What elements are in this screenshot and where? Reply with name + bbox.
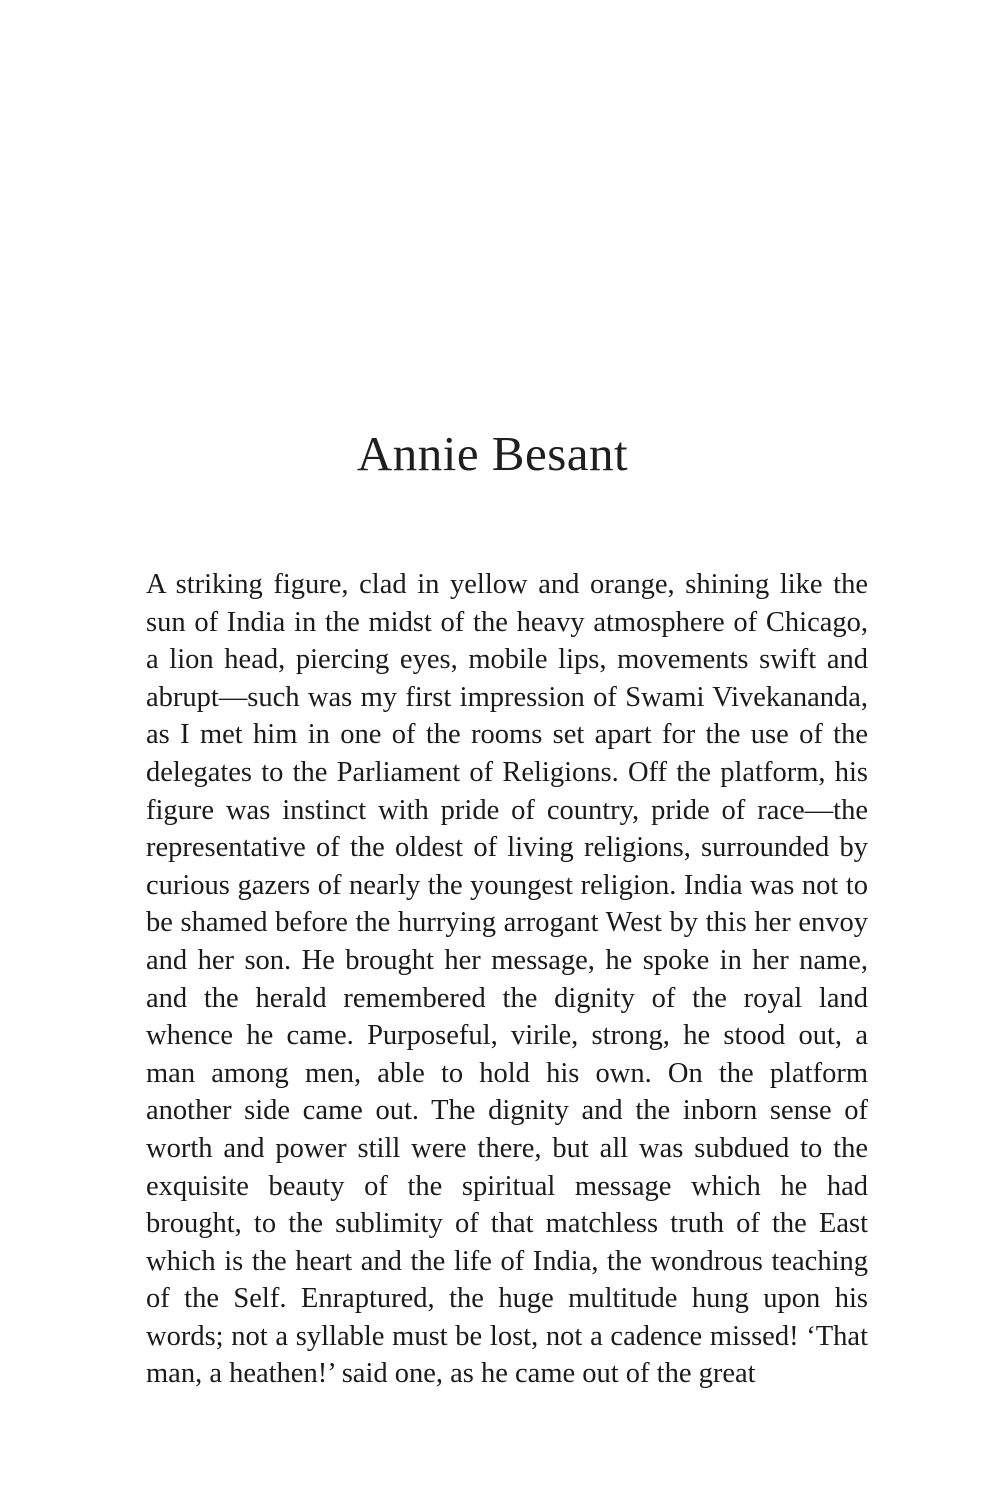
page-title: Annie Besant (356, 426, 629, 481)
body-paragraph: A striking figure, clad in yellow and orange, shining like the sun of India in the midst of the heavy atmosphere of Chicago, a lion head, piercing eyes, mobile lips, movements swift and abrupt—such was my first impression of Swami Vivekananda, as I met him in one of the rooms set apart for the use of the delegates to the Parliament of Religions. Off the platform, his figure was instinct with pride of country, pride of race—the representative of the oldest of living religions, surrounded by curious gazers of nearly the youngest religion. India was not to be shamed before the hurrying arrogant West by this her envoy and her son. He brought her message, he spoke in her name, and the herald remembered the dignity of the royal land whence he came. Purposeful, virile, strong, he stood out, a man among men, able to hold his own. On the platform another side came out. The dignity and the inborn sense of worth and power still were there, but all was subdued to the exquisite beauty of the spiritual message which he had brought, to the sublimity of that matchless truth of the East which is the heart and the life of India, the wondrous teaching of the Self. Enraptured, the huge multitude hung upon his words; not a syllable must be lost, not a cadence missed! ‘That man, a heathen!’ said one, as he came out of the great (146, 569, 868, 1390)
